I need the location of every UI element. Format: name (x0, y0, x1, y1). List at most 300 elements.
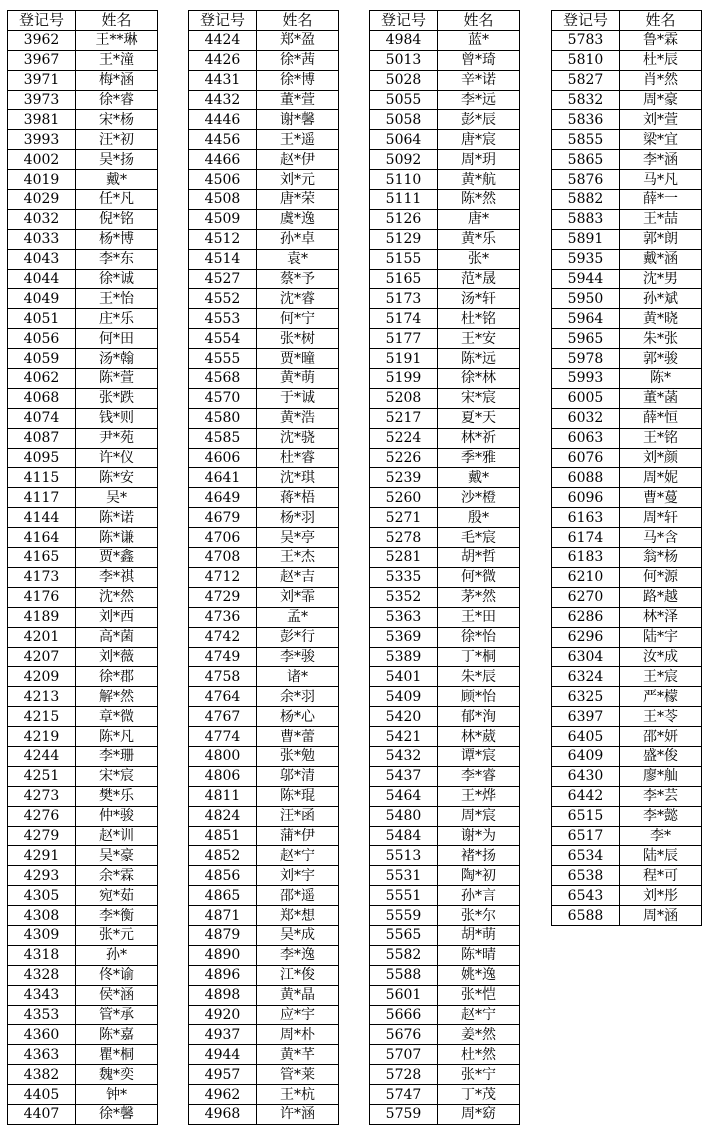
registration-number-cell: 5260 (370, 488, 438, 508)
name-cell: 陈*琨 (257, 786, 339, 806)
table-row (189, 587, 339, 607)
table-row (189, 886, 339, 906)
name-cell: 林*祈 (438, 428, 520, 448)
name-cell: 诸* (257, 667, 339, 687)
name-cell: 汝*成 (620, 647, 702, 667)
table-row (8, 667, 158, 687)
table-row (8, 587, 158, 607)
registration-number-cell: 6296 (552, 627, 620, 647)
registration-number-cell: 5437 (370, 766, 438, 786)
registration-number-cell: 5551 (370, 886, 438, 906)
table-row (189, 1065, 339, 1085)
name-cell: 彭*行 (257, 627, 339, 647)
registration-number-cell: 5191 (370, 349, 438, 369)
table-row (370, 408, 520, 428)
table-row (370, 1045, 520, 1065)
registration-number-cell: 5950 (552, 289, 620, 309)
table-row (552, 249, 702, 269)
table-row (370, 766, 520, 786)
name-cell: 林*泽 (620, 607, 702, 627)
table-row (8, 90, 158, 110)
registration-number-cell: 5432 (370, 746, 438, 766)
table-row (552, 110, 702, 130)
table-row (552, 448, 702, 468)
table-row (8, 548, 158, 568)
registration-number-cell: 4095 (8, 448, 76, 468)
table-row (8, 866, 158, 886)
registration-number-cell: 5110 (370, 170, 438, 190)
table-row (189, 30, 339, 50)
name-cell: 杜*然 (438, 1045, 520, 1065)
name-cell: 沈*男 (620, 269, 702, 289)
table-row (189, 150, 339, 170)
registration-number-cell: 4806 (189, 766, 257, 786)
table-row (370, 488, 520, 508)
registration-number-cell: 5092 (370, 150, 438, 170)
name-cell: 宛*茹 (76, 886, 158, 906)
name-cell: 谭*宸 (438, 746, 520, 766)
table-row (370, 50, 520, 70)
table-row (552, 269, 702, 289)
table-row (552, 528, 702, 548)
header-row (370, 11, 520, 31)
registration-number-cell: 6515 (552, 806, 620, 826)
table-row (189, 567, 339, 587)
name-cell: 宋*杨 (76, 110, 158, 130)
name-cell: 蔡*予 (257, 269, 339, 289)
table-row (189, 548, 339, 568)
name-cell: 黄*萌 (257, 369, 339, 389)
name-cell: 李*骏 (257, 647, 339, 667)
registration-number-cell: 6286 (552, 607, 620, 627)
name-cell: 解*然 (76, 687, 158, 707)
table-row (189, 965, 339, 985)
name-cell: 汤*轩 (438, 289, 520, 309)
table-row (552, 388, 702, 408)
table-row (8, 508, 158, 528)
name-cell: 唐*荣 (257, 190, 339, 210)
table-row (189, 707, 339, 727)
registration-number-cell: 5226 (370, 448, 438, 468)
name-cell: 庄*乐 (76, 309, 158, 329)
registration-number-cell: 5935 (552, 249, 620, 269)
table-row (8, 906, 158, 926)
name-cell: 茅*然 (438, 587, 520, 607)
name-cell: 褚*扬 (438, 846, 520, 866)
table-row (552, 150, 702, 170)
name-cell: 王*怡 (76, 289, 158, 309)
header-id: 登记号 (552, 11, 620, 31)
name-cell: 董*萱 (257, 90, 339, 110)
registration-number-cell: 4568 (189, 369, 257, 389)
name-cell: 王*喆 (620, 209, 702, 229)
name-cell: 丁*桐 (438, 647, 520, 667)
table-row (8, 170, 158, 190)
table-row (370, 587, 520, 607)
registration-number-cell: 4207 (8, 647, 76, 667)
name-cell: 肖*然 (620, 70, 702, 90)
registration-number-cell: 5401 (370, 667, 438, 687)
registration-number-cell: 4305 (8, 886, 76, 906)
name-cell: 梅*涵 (76, 70, 158, 90)
name-cell: 杨*羽 (257, 508, 339, 528)
name-cell: 余*羽 (257, 687, 339, 707)
table-row (8, 707, 158, 727)
table-row (189, 647, 339, 667)
name-cell: 王*田 (438, 607, 520, 627)
table-row (370, 90, 520, 110)
registration-number-cell: 5129 (370, 229, 438, 249)
name-cell: 季*雅 (438, 448, 520, 468)
registration-number-cell: 4382 (8, 1065, 76, 1085)
table-row (370, 647, 520, 667)
name-cell: 吴*扬 (76, 150, 158, 170)
registration-number-cell: 4514 (189, 249, 257, 269)
name-cell: 马*含 (620, 528, 702, 548)
name-cell: 姚*逸 (438, 965, 520, 985)
table-row (552, 428, 702, 448)
table-row (370, 289, 520, 309)
table-row (189, 1085, 339, 1105)
table-row (189, 130, 339, 150)
name-cell: 王*安 (438, 329, 520, 349)
registration-number-cell: 6163 (552, 508, 620, 528)
name-cell: 辛*诺 (438, 70, 520, 90)
table-row (370, 528, 520, 548)
header-name: 姓名 (438, 11, 520, 31)
name-cell: 黄*晶 (257, 985, 339, 1005)
table-row (370, 229, 520, 249)
name-cell: 沈*琪 (257, 468, 339, 488)
name-cell: 贾*鑫 (76, 548, 158, 568)
table-row (8, 846, 158, 866)
table-row (370, 945, 520, 965)
registration-number-cell: 4962 (189, 1085, 257, 1105)
name-cell: 蓝* (438, 30, 520, 50)
name-cell: 刘*元 (257, 170, 339, 190)
registration-number-cell: 5484 (370, 826, 438, 846)
table-row (552, 30, 702, 50)
registration-number-cell: 4920 (189, 1005, 257, 1025)
table-row (552, 130, 702, 150)
table-row (8, 806, 158, 826)
name-cell: 佟*谕 (76, 965, 158, 985)
name-cell: 张*跌 (76, 388, 158, 408)
registration-number-cell: 4432 (189, 90, 257, 110)
registration-number-cell: 4318 (8, 945, 76, 965)
table-row (8, 925, 158, 945)
register-table-1 (7, 10, 158, 1125)
registration-number-cell: 5728 (370, 1065, 438, 1085)
name-cell: 张*勉 (257, 746, 339, 766)
table-row (189, 408, 339, 428)
registration-number-cell: 4865 (189, 886, 257, 906)
registration-number-cell: 3981 (8, 110, 76, 130)
table-row (370, 667, 520, 687)
register-table-3 (369, 10, 520, 1125)
registration-number-cell: 6409 (552, 746, 620, 766)
registration-number-cell: 4426 (189, 50, 257, 70)
table-row (370, 130, 520, 150)
table-row (370, 866, 520, 886)
registration-number-cell: 4273 (8, 786, 76, 806)
name-cell: 孙*卓 (257, 229, 339, 249)
table-row (370, 388, 520, 408)
name-cell: 汤*翰 (76, 349, 158, 369)
name-cell: 杜*辰 (620, 50, 702, 70)
registration-number-cell: 4466 (189, 150, 257, 170)
name-cell: 顾*怡 (438, 687, 520, 707)
name-cell: 陈*诺 (76, 508, 158, 528)
registration-number-cell: 5064 (370, 130, 438, 150)
name-cell: 曾*琦 (438, 50, 520, 70)
registration-number-cell: 4360 (8, 1025, 76, 1045)
registration-number-cell: 4552 (189, 289, 257, 309)
registration-number-cell: 5208 (370, 388, 438, 408)
name-cell: 胡*萌 (438, 925, 520, 945)
registration-number-cell: 5836 (552, 110, 620, 130)
table-row (8, 289, 158, 309)
registration-number-cell: 4291 (8, 846, 76, 866)
registration-number-cell: 4824 (189, 806, 257, 826)
registration-number-cell: 4456 (189, 130, 257, 150)
name-cell: 周*轩 (620, 508, 702, 528)
name-cell: 李*祺 (76, 567, 158, 587)
table-row (370, 1065, 520, 1085)
table-row (370, 190, 520, 210)
name-cell: 陈*嘉 (76, 1025, 158, 1045)
registration-number-cell: 6096 (552, 488, 620, 508)
registration-number-cell: 6032 (552, 408, 620, 428)
registration-number-cell: 4742 (189, 627, 257, 647)
table-row (370, 548, 520, 568)
table-row (370, 1104, 520, 1124)
name-cell: 陈*远 (438, 349, 520, 369)
name-cell: 郁*洵 (438, 707, 520, 727)
name-cell: 应*宇 (257, 1005, 339, 1025)
name-cell: 黄*芊 (257, 1045, 339, 1065)
name-cell: 路*越 (620, 587, 702, 607)
name-cell: 王*杭 (257, 1085, 339, 1105)
table-row (8, 1085, 158, 1105)
registration-number-cell: 4729 (189, 587, 257, 607)
registration-number-cell: 4527 (189, 269, 257, 289)
table-row (8, 30, 158, 50)
table-row (8, 567, 158, 587)
table-row (189, 866, 339, 886)
registration-number-cell: 4215 (8, 707, 76, 727)
registration-number-cell: 5565 (370, 925, 438, 945)
table-row (370, 1005, 520, 1025)
name-cell: 朱*辰 (438, 667, 520, 687)
name-cell: 陶*初 (438, 866, 520, 886)
table-row (370, 707, 520, 727)
registration-number-cell: 4219 (8, 727, 76, 747)
table-row (8, 209, 158, 229)
registration-number-cell: 5111 (370, 190, 438, 210)
name-cell: 程*可 (620, 866, 702, 886)
name-cell: 朱*张 (620, 329, 702, 349)
registration-number-cell: 4896 (189, 965, 257, 985)
name-cell: 周*涵 (620, 906, 702, 926)
table-row (370, 906, 520, 926)
table-row (552, 70, 702, 90)
name-cell: 钟* (76, 1085, 158, 1105)
name-cell: 徐*馨 (76, 1104, 158, 1124)
name-cell: 姜*然 (438, 1025, 520, 1045)
name-cell: 黄*航 (438, 170, 520, 190)
registration-number-cell: 4115 (8, 468, 76, 488)
registration-number-cell: 6405 (552, 727, 620, 747)
registration-number-cell: 4512 (189, 229, 257, 249)
register-table-4 (551, 10, 702, 926)
table-row (370, 249, 520, 269)
registration-number-cell: 6543 (552, 886, 620, 906)
registration-number-cell: 5369 (370, 627, 438, 647)
registration-number-cell: 5582 (370, 945, 438, 965)
table-row (552, 90, 702, 110)
name-cell: 许*仪 (76, 448, 158, 468)
registration-number-cell: 5666 (370, 1005, 438, 1025)
registration-number-cell: 4555 (189, 349, 257, 369)
name-cell: 何*田 (76, 329, 158, 349)
name-cell: 章*微 (76, 707, 158, 727)
table-row (189, 985, 339, 1005)
registration-number-cell: 5827 (552, 70, 620, 90)
registration-number-cell: 6174 (552, 528, 620, 548)
table-row (189, 1104, 339, 1124)
table-row (552, 190, 702, 210)
name-cell: 郑*想 (257, 906, 339, 926)
registration-number-cell: 4553 (189, 309, 257, 329)
table-row (370, 727, 520, 747)
name-cell: 杜*铭 (438, 309, 520, 329)
table-row (370, 150, 520, 170)
registration-number-cell: 3971 (8, 70, 76, 90)
header-row (8, 11, 158, 31)
table-row (370, 786, 520, 806)
table-row (8, 249, 158, 269)
name-cell: 徐*睿 (76, 90, 158, 110)
registration-number-cell: 4328 (8, 965, 76, 985)
table-row (189, 1025, 339, 1045)
table-row (552, 727, 702, 747)
table-row (370, 110, 520, 130)
table-row (8, 965, 158, 985)
table-row (189, 906, 339, 926)
name-cell: 曹*蔓 (620, 488, 702, 508)
table-row (189, 1045, 339, 1065)
registration-number-cell: 4209 (8, 667, 76, 687)
registration-number-cell: 4049 (8, 289, 76, 309)
name-cell: 蒲*伊 (257, 826, 339, 846)
name-cell: 刘*萱 (620, 110, 702, 130)
table-row (370, 607, 520, 627)
table-row (8, 746, 158, 766)
name-cell: 黄*浩 (257, 408, 339, 428)
registration-number-cell: 6270 (552, 587, 620, 607)
table-row (552, 349, 702, 369)
table-row (8, 945, 158, 965)
name-cell: 蒋*梧 (257, 488, 339, 508)
registration-number-cell: 4937 (189, 1025, 257, 1045)
registration-number-cell: 4293 (8, 866, 76, 886)
table-row (189, 468, 339, 488)
name-cell: 张*宁 (438, 1065, 520, 1085)
registration-number-cell: 4309 (8, 925, 76, 945)
registration-number-cell: 5177 (370, 329, 438, 349)
registration-number-cell: 5707 (370, 1045, 438, 1065)
name-cell: 沈*然 (76, 587, 158, 607)
name-cell: 王*遥 (257, 130, 339, 150)
table-row (552, 906, 702, 926)
table-row (189, 249, 339, 269)
name-cell: 郭*骏 (620, 349, 702, 369)
name-cell: 唐*宸 (438, 130, 520, 150)
table-row (8, 150, 158, 170)
table-row (8, 687, 158, 707)
registration-number-cell: 4019 (8, 170, 76, 190)
registration-number-cell: 4279 (8, 826, 76, 846)
name-cell: 戴*涵 (620, 249, 702, 269)
table-row (552, 229, 702, 249)
registration-number-cell: 4508 (189, 190, 257, 210)
name-cell: 梁*宜 (620, 130, 702, 150)
table-row (189, 70, 339, 90)
table-row (189, 687, 339, 707)
table-row (189, 508, 339, 528)
registration-number-cell: 5165 (370, 269, 438, 289)
table-row (370, 965, 520, 985)
table-row (189, 627, 339, 647)
table-row (189, 528, 339, 548)
table-row (552, 667, 702, 687)
name-cell: 李*芸 (620, 786, 702, 806)
registration-number-cell: 5588 (370, 965, 438, 985)
registration-number-cell: 5217 (370, 408, 438, 428)
name-cell: 张*树 (257, 329, 339, 349)
name-cell: 唐* (438, 209, 520, 229)
registration-number-cell: 4363 (8, 1045, 76, 1065)
name-cell: 虞*逸 (257, 209, 339, 229)
name-cell: 谢*为 (438, 826, 520, 846)
registration-number-cell: 6304 (552, 647, 620, 667)
registration-number-cell: 4984 (370, 30, 438, 50)
table-row (370, 1025, 520, 1045)
registration-number-cell: 5335 (370, 567, 438, 587)
name-cell: 魏*奕 (76, 1065, 158, 1085)
name-cell: 吴*成 (257, 925, 339, 945)
table-row (552, 806, 702, 826)
table-row (552, 846, 702, 866)
name-cell: 陈*晴 (438, 945, 520, 965)
table-row (8, 50, 158, 70)
name-cell: 侯*涵 (76, 985, 158, 1005)
table-row (552, 50, 702, 70)
registration-number-cell: 4758 (189, 667, 257, 687)
name-cell: 刘*颜 (620, 448, 702, 468)
table-row (189, 766, 339, 786)
name-cell: 戴* (76, 170, 158, 190)
name-cell: 鲁*霖 (620, 30, 702, 50)
header-name: 姓名 (257, 11, 339, 31)
table-row (189, 826, 339, 846)
name-cell: 赵*宁 (438, 1005, 520, 1025)
name-cell: 管*承 (76, 1005, 158, 1025)
table-row (552, 766, 702, 786)
table-row (8, 369, 158, 389)
table-row (8, 607, 158, 627)
